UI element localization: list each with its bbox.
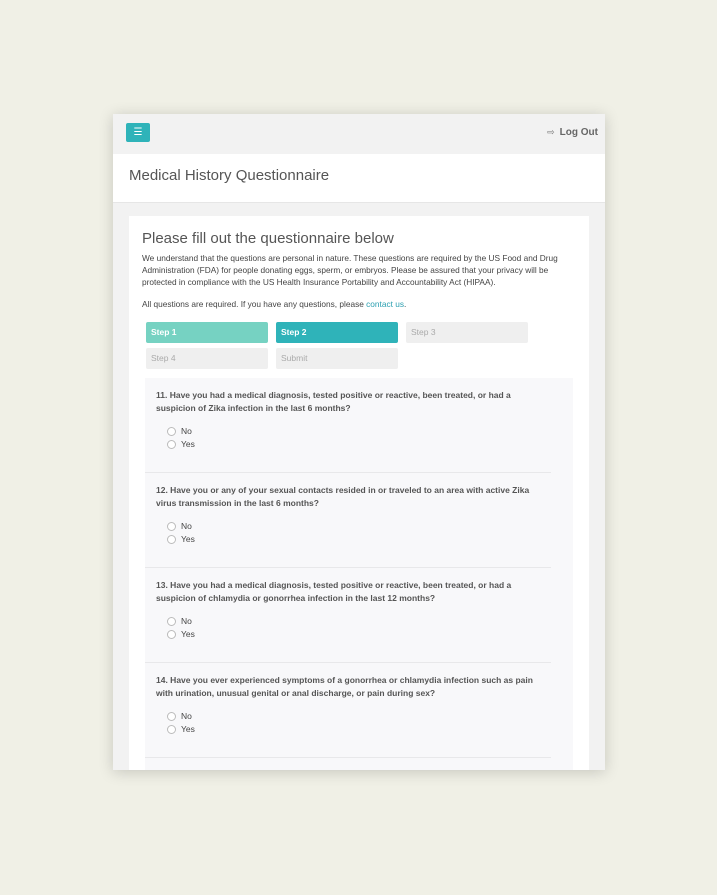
question-12 — [145, 473, 551, 568]
hamburger-icon: ☰ — [133, 126, 143, 138]
question-text: 11. Have you had a medical diagnosis, tested positive or reactive, been treated, or had a suspicion of Zika infection in the last 6 months? — [156, 390, 511, 413]
option-yes[interactable] — [167, 724, 195, 734]
required-note-text: All questions are required. If you have any questions, please — [142, 299, 367, 309]
radio-button[interactable] — [167, 617, 176, 626]
question-text: 14. Have you ever experienced symptoms of a gonorrhea or chlamydia infection such as pain with urination, unusual genital or anal discharge, or pain during sex? — [156, 675, 533, 698]
top-bar — [113, 114, 605, 154]
questionnaire-card — [129, 216, 589, 770]
step-2-tab[interactable]: Step 2 — [276, 322, 398, 343]
logout-link[interactable] — [547, 127, 598, 138]
question-13 — [145, 568, 551, 663]
option-yes[interactable] — [167, 629, 195, 639]
page-title: Medical History Questionnaire — [129, 167, 330, 184]
option-no[interactable] — [167, 426, 192, 436]
radio-button[interactable] — [167, 522, 176, 531]
radio-button[interactable] — [167, 712, 176, 721]
option-no[interactable] — [167, 616, 192, 626]
option-label: No — [181, 711, 192, 721]
required-note — [142, 299, 406, 309]
option-yes[interactable] — [167, 534, 195, 544]
option-label: No — [181, 616, 192, 626]
title-bar — [113, 154, 605, 203]
option-label: Yes — [181, 534, 195, 544]
radio-button[interactable] — [167, 725, 176, 734]
option-label: Yes — [181, 724, 195, 734]
option-no[interactable] — [167, 711, 192, 721]
app-window — [113, 114, 605, 770]
option-label: Yes — [181, 439, 195, 449]
option-no[interactable] — [167, 521, 192, 531]
logout-icon: ⇨ — [547, 127, 555, 137]
step-4-tab[interactable]: Step 4 — [146, 348, 268, 369]
radio-button[interactable] — [167, 535, 176, 544]
step-1-tab[interactable]: Step 1 — [146, 322, 268, 343]
question-11 — [145, 378, 551, 473]
required-note-end: . — [403, 299, 407, 309]
option-yes[interactable] — [167, 439, 195, 449]
step-3-tab[interactable]: Step 3 — [406, 322, 528, 343]
option-label: No — [181, 521, 192, 531]
questions-panel — [145, 378, 573, 770]
radio-button[interactable] — [167, 427, 176, 436]
radio-button[interactable] — [167, 630, 176, 639]
submit-tab[interactable]: Submit — [276, 348, 398, 369]
form-heading: Please fill out the questionnaire below — [142, 230, 394, 247]
question-text: 12. Have you or any of your sexual contacts resided in or traveled to an area with active Zika virus transmission in the last 6 months? — [156, 485, 530, 508]
logout-label: Log Out — [559, 127, 598, 138]
menu-button[interactable] — [126, 123, 150, 142]
option-label: No — [181, 426, 192, 436]
question-14 — [145, 663, 551, 758]
form-intro: We understand that the questions are personal in nature. These questions are required by the US Food and Drug Administration (FDA) for people donating eggs, sperm, or embryos. Please be assured that your privacy will be protected in compliance with the US Health Insurance Portability and Accountability Act (HIPAA). — [142, 253, 558, 287]
option-label: Yes — [181, 629, 195, 639]
question-text: 13. Have you had a medical diagnosis, tested positive or reactive, been treated, or had a suspicion of chlamydia or gonorrhea infection in the last 12 months? — [156, 580, 512, 603]
radio-button[interactable] — [167, 440, 176, 449]
contact-us-link[interactable]: contact us — [366, 299, 404, 309]
